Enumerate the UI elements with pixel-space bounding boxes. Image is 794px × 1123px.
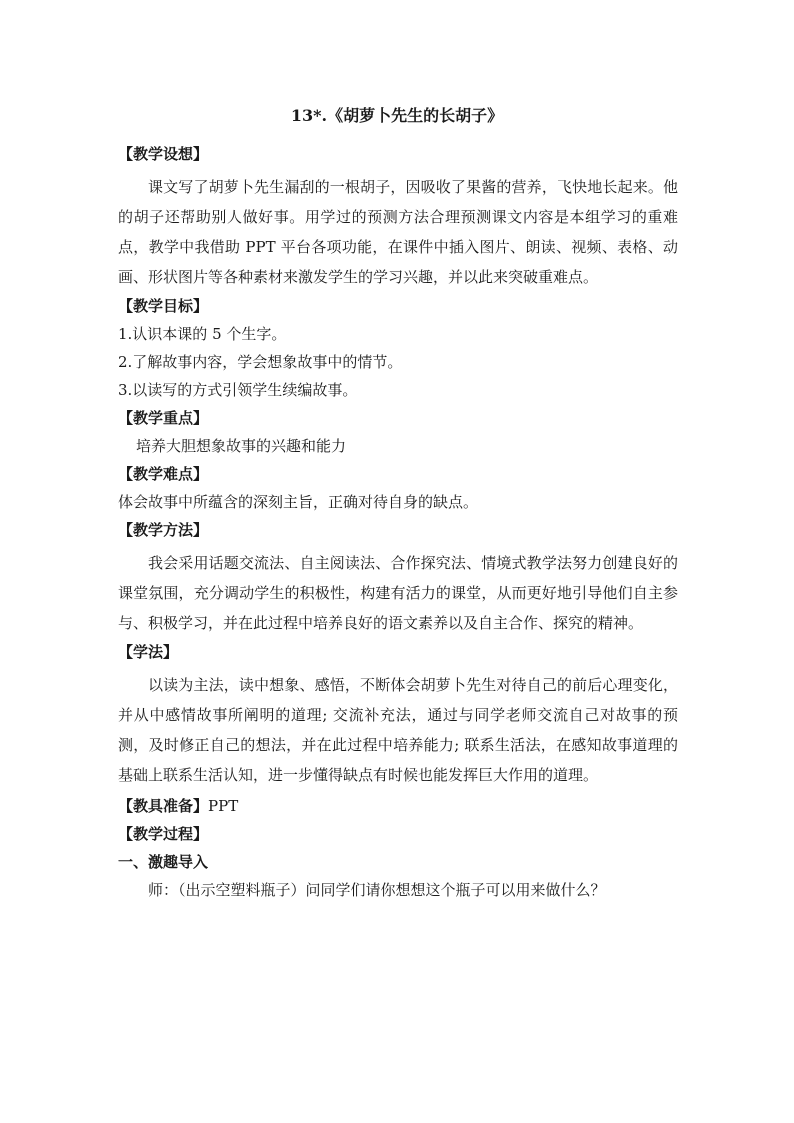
section-heading-difficulties: 【教学难点】 — [118, 465, 209, 483]
section-heading-goals: 【教学目标】 — [118, 297, 209, 315]
section-heading-materials: 【教具准备】 — [118, 797, 209, 815]
section-body-methods: 我会采用话题交流法、自主阅读法、合作探究法、情境式教学法努力创建良好的课堂氛围，充分调动学生的积极性，构建有活力的课堂，从而更好地引导他们自主参与、积极学习，并在此过程中培养良好的语文素养以及自主合作、探究的精神。 — [118, 554, 678, 632]
section-heading-process: 【教学过程】 — [118, 825, 209, 843]
process-step1-body: 师：（出示空塑料瓶子）问同学们请你想想这个瓶子可以用来做什么？ — [148, 881, 606, 899]
materials-value: PPT — [208, 797, 239, 815]
process-step1-heading: 一、激趣导入 — [118, 853, 209, 871]
goal-item-2: 2.了解故事内容，学会想象故事中的情节。 — [118, 353, 403, 371]
section-body-design: 课文写了胡萝卜先生漏刮的一根胡子，因吸收了果酱的营养，飞快地长起来。他的胡子还帮助别人做好事。用学过的预测方法合理预测课文内容是本组学习的重难点，教学中我借助 PPT 平台各项功能，在课件中插入图片、朗读、视频、表格、动画、形状图片等各种素材来激发学生的学习兴趣，并以此来突破重难点。 — [118, 178, 678, 286]
document-body — [118, 140, 678, 908]
section-materials-row — [118, 796, 678, 816]
document-title: 13*.《胡萝卜先生的长胡子》 — [290, 106, 504, 125]
section-heading-key-points: 【教学重点】 — [118, 409, 209, 427]
section-body-learning: 以读为主法，读中想象、感悟，不断体会胡萝卜先生对待自己的前后心理变化，并从中感情故事所阐明的道理; 交流补充法，通过与同学老师交流自己对故事的预测，及时修正自己的想法，并在此过程中培养能力; 联系生活法，在感知故事道理的基础上联系生活认知，进一步懂得缺点有时候也能发挥巨大作用的道理。 — [118, 676, 678, 784]
section-heading-design: 【教学设想】 — [118, 145, 209, 163]
section-body-key-points: 培养大胆想象故事的兴趣和能力 — [136, 437, 347, 455]
section-body-difficulties: 体会故事中所蕴含的深刻主旨，正确对待自身的缺点。 — [118, 493, 479, 511]
goal-item-1: 1.认识本课的 5 个生字。 — [118, 325, 287, 343]
section-heading-learning: 【学法】 — [118, 643, 179, 661]
goal-item-3: 3.以读写的方式引领学生续编故事。 — [118, 381, 358, 399]
section-heading-methods: 【教学方法】 — [118, 521, 209, 539]
